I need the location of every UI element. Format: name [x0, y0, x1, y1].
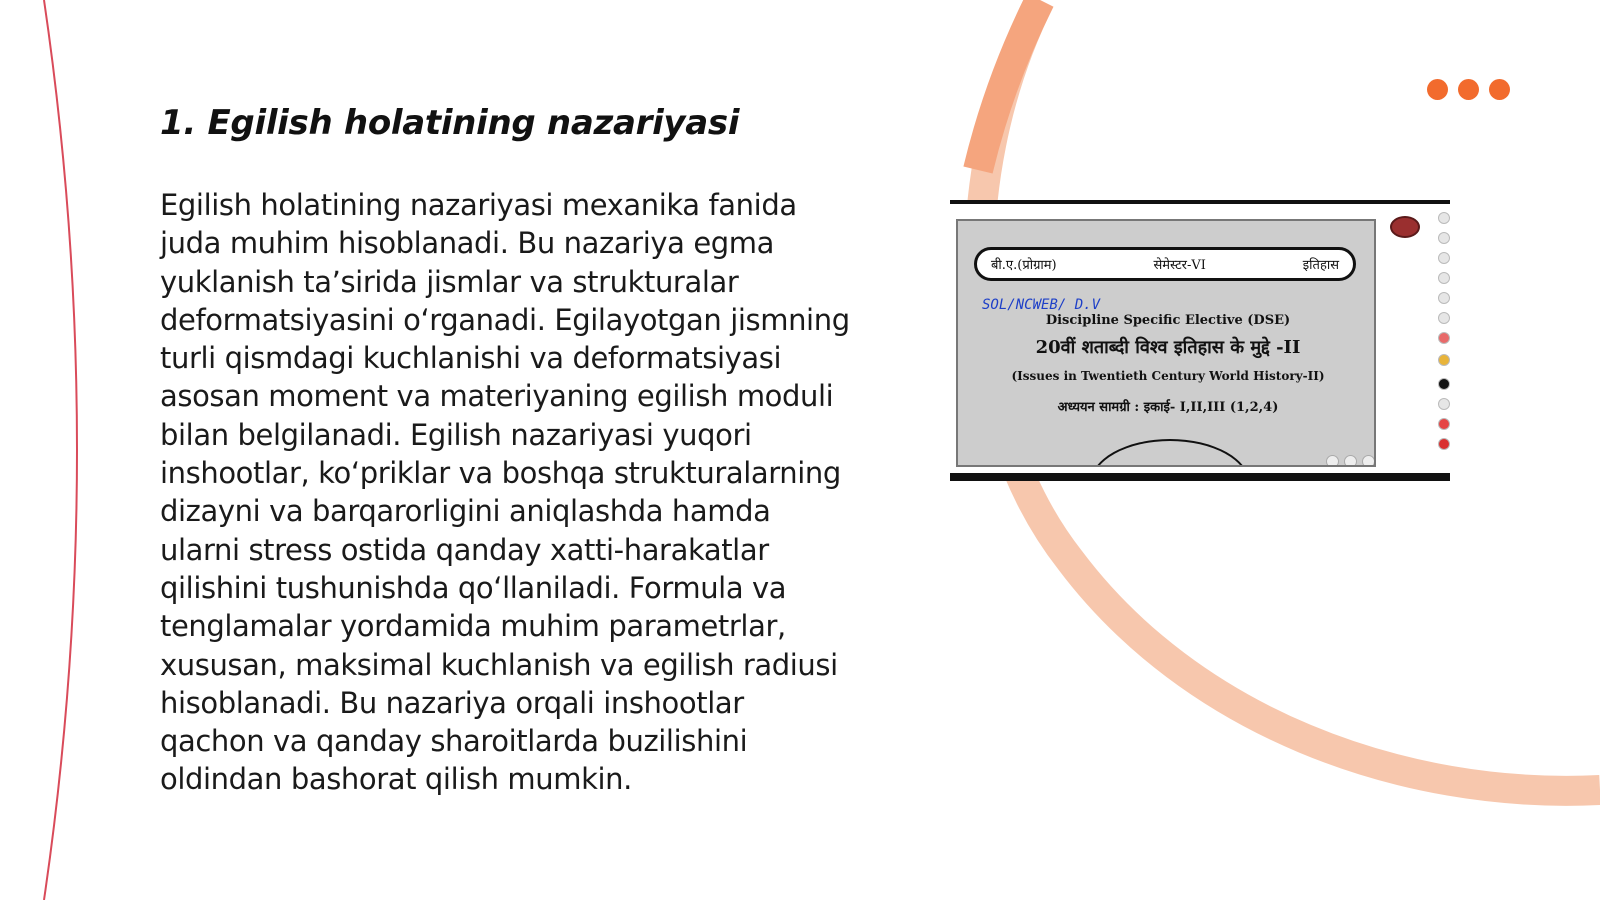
- tool-7-icon: [1438, 332, 1450, 344]
- peach-arc-top-accent: [978, 0, 1040, 170]
- pill-semester: सेमेस्टर-VI: [1153, 258, 1206, 273]
- handwritten-annotation: SOL/NCWEB/ D.V: [982, 297, 1101, 313]
- document-line-dse: Discipline Specific Elective (DSE): [1045, 313, 1291, 328]
- document-header-pill: [974, 247, 1356, 281]
- left-curve-line: [44, 0, 77, 900]
- document-line-hindi-title: 20वीं शताब्दी विश्व इतिहास के मुद्दे -II: [1035, 337, 1301, 358]
- tool-11-icon: [1438, 418, 1450, 430]
- document-line-english-title: (Issues in Twentieth Century World History-II): [1011, 369, 1325, 383]
- dot-1: [1427, 79, 1448, 100]
- embedded-screenshot: [950, 200, 1450, 481]
- tool-10-icon: [1438, 398, 1450, 410]
- decorative-dots: [1427, 79, 1510, 100]
- university-seal-icon: [1090, 439, 1250, 467]
- tool-12-icon: [1438, 438, 1450, 450]
- annotation-toolbar: [1382, 208, 1450, 468]
- document-preview: [956, 219, 1376, 467]
- tool-9-icon: [1438, 378, 1450, 390]
- tool-1-icon: [1438, 212, 1450, 224]
- pill-subject: इतिहास: [1302, 258, 1339, 273]
- page-control-2-icon: [1344, 455, 1357, 467]
- pill-program: बी.ए.(प्रोग्राम): [991, 258, 1057, 273]
- slide-body-text: Egilish holatining nazariyasi mexanika fanida juda muhim hisoblanadi. Bu nazariya egma yuklanish ta’sirida jismlar va strukturalar deformatsiyasini o‘rganadi. Egilayotgan jismning turli qismdagi kuchlanishi va deformatsiyasi asosan moment va materiyaning egilish moduli bilan belgilanadi. Egilish nazariyasi yuqori inshootlar, ko‘priklar va boshqa strukturalarning dizayni va barqarorligini aniqlashda hamda ularni stress ostida qanday xatti-harakatlar qilishini tushunishda qo‘llaniladi. Formula va tenglamalar yordamida muhim parametrlar, xususan, maksimal kuchlanish va egilish radiusi hisoblanadi. Bu nazariya orqali inshootlar qachon va qanday sharoitlarda buzilishini oldindan bashorat qilish mumkin.: [160, 188, 850, 797]
- tool-6-icon: [1438, 312, 1450, 324]
- page-control-1-icon: [1326, 455, 1339, 467]
- tool-3-icon: [1438, 252, 1450, 264]
- slide-title: 1. Egilish holatining nazariyasi: [160, 103, 740, 143]
- document-line-study-material: अध्ययन सामग्री : इकाई- I,II,III (1,2,4): [1057, 400, 1279, 415]
- tool-8-icon: [1438, 354, 1450, 366]
- tool-2-icon: [1438, 232, 1450, 244]
- app-logo-icon: [1390, 216, 1420, 238]
- page-control-3-icon: [1362, 455, 1375, 467]
- dot-3: [1489, 79, 1510, 100]
- tool-4-icon: [1438, 272, 1450, 284]
- dot-2: [1458, 79, 1479, 100]
- tool-5-icon: [1438, 292, 1450, 304]
